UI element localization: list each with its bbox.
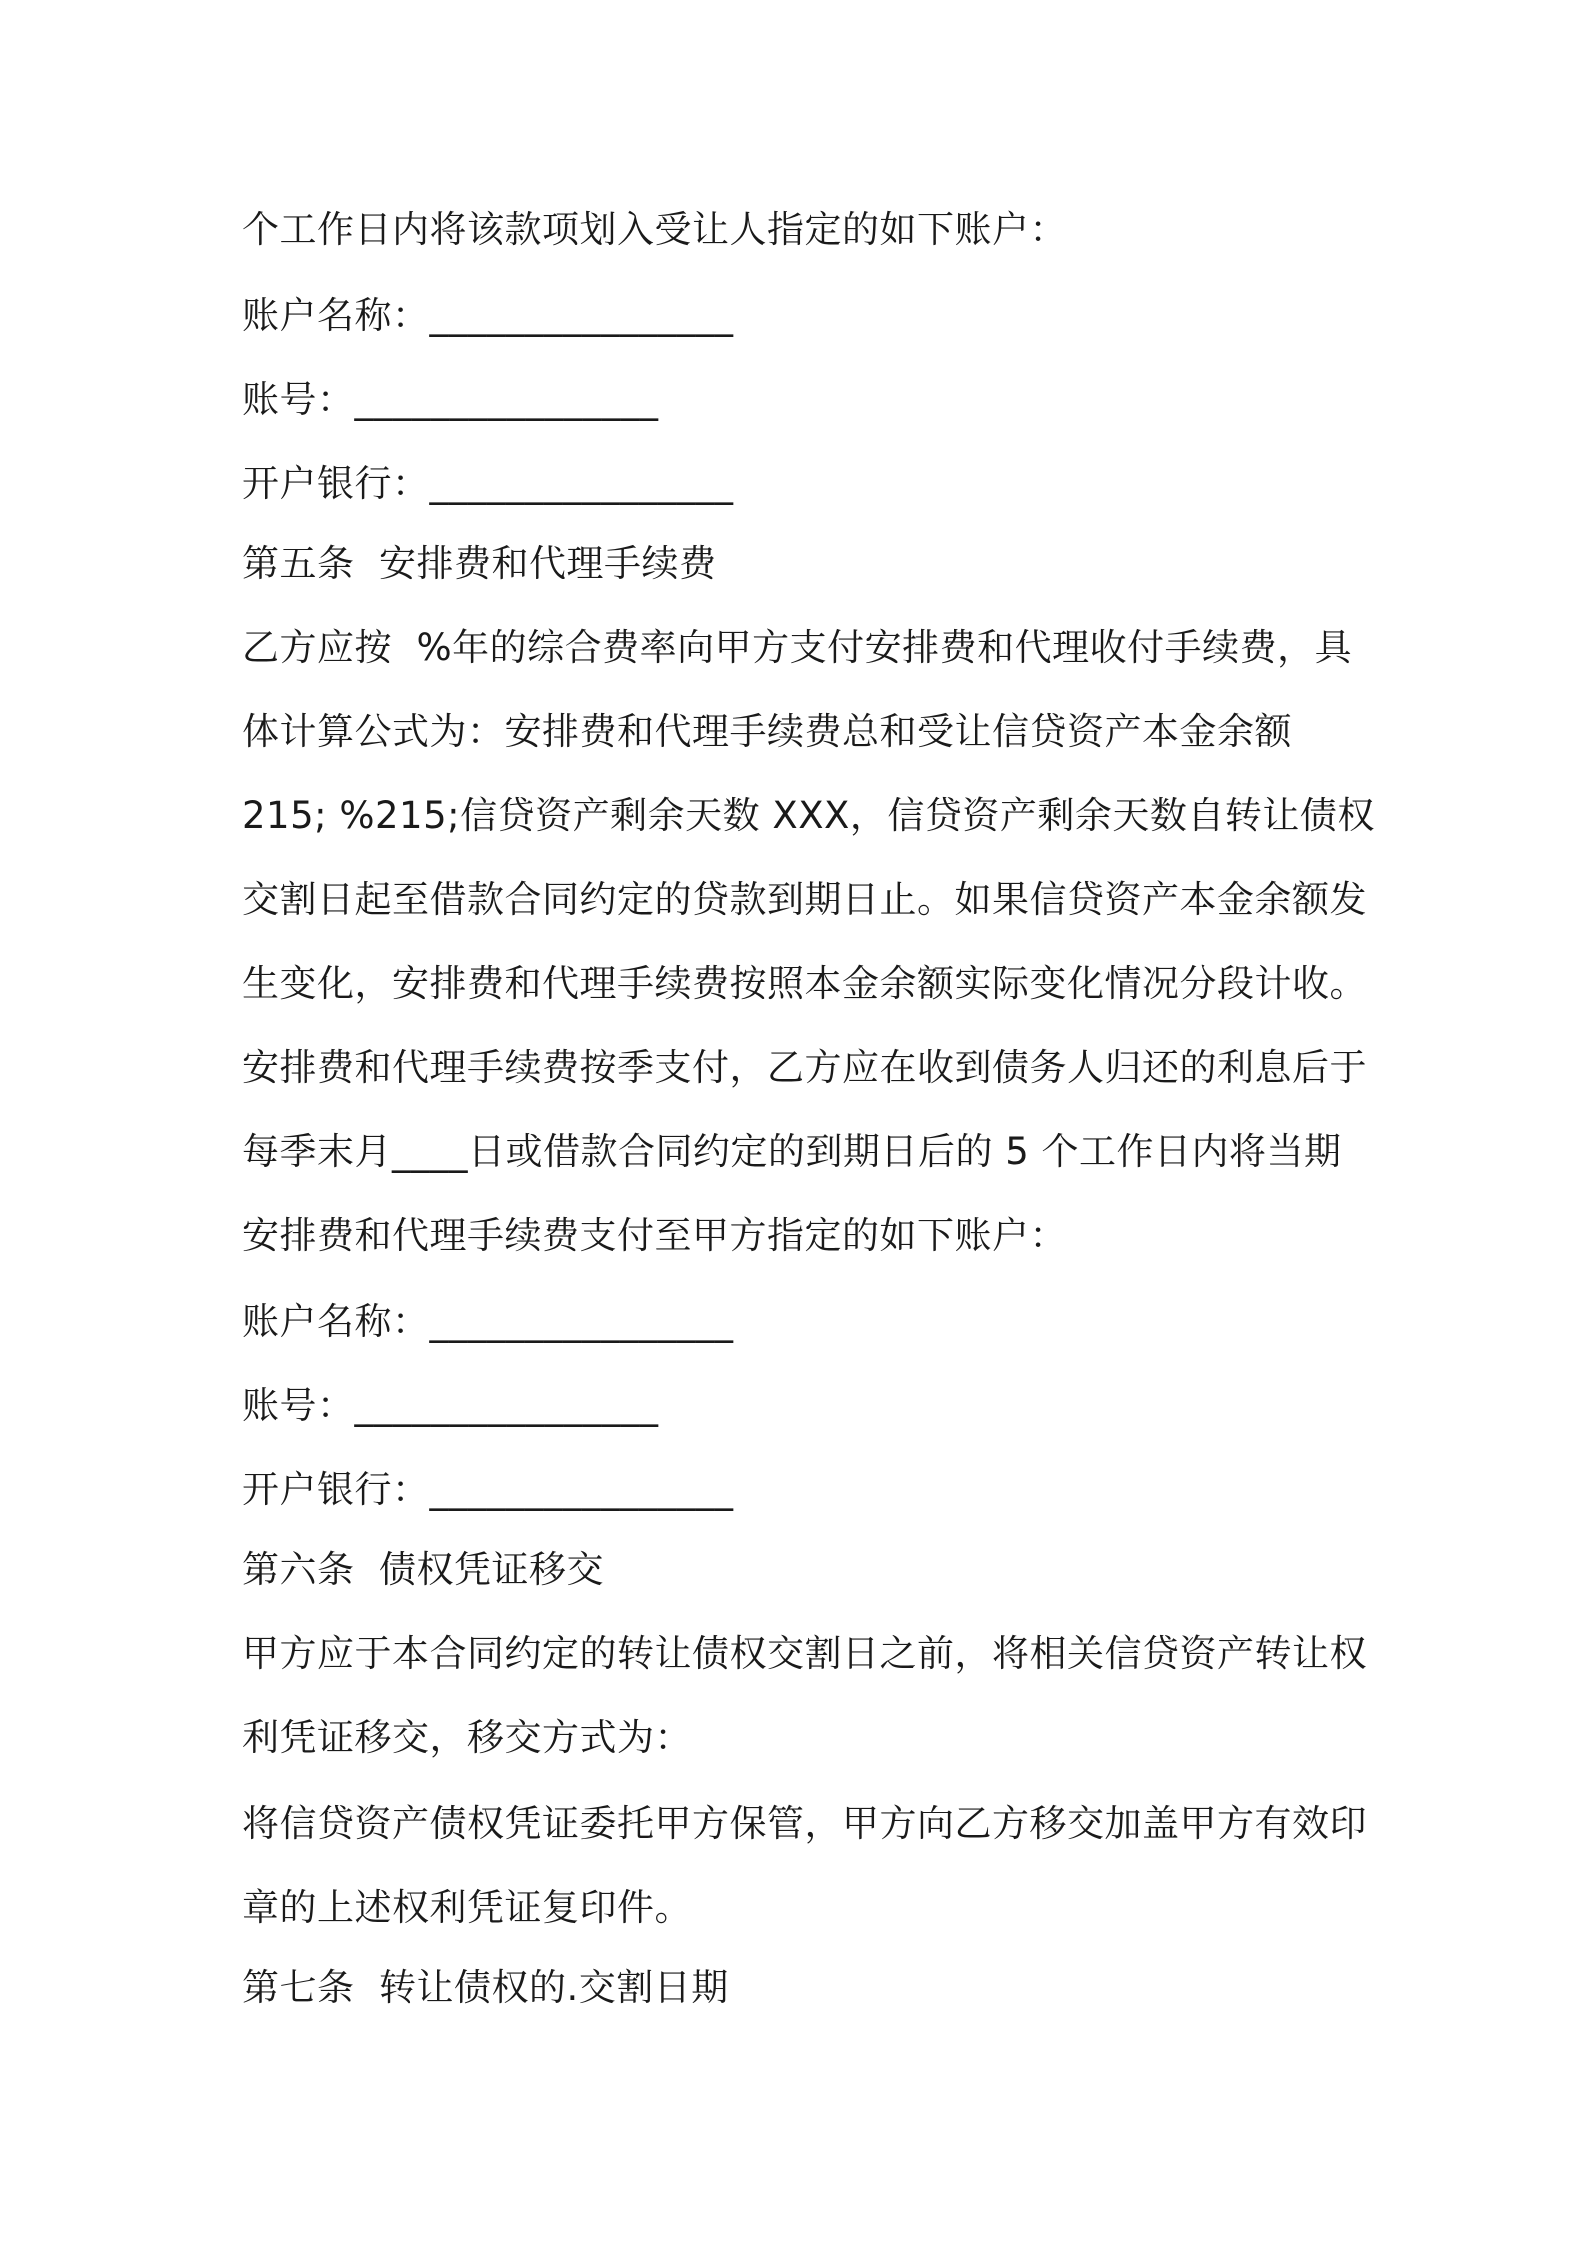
paragraph-line: 利凭证移交，移交方式为： (242, 1716, 692, 1759)
paragraph-line: 章的上述权利凭证复印件。 (242, 1886, 692, 1929)
paragraph-line: 个工作日内将该款项划入受让人指定的如下账户： (242, 208, 1067, 251)
account-number-field: 账号：________________ (242, 1384, 659, 1427)
bank-name-field: 开户银行：________________ (242, 462, 734, 505)
paragraph-line: 乙方应按 %年的综合费率向甲方支付安排费和代理收付手续费，具 (242, 626, 1353, 669)
section-heading-5: 第五条 安排费和代理手续费 (242, 542, 717, 585)
paragraph-line: 甲方应于本合同约定的转让债权交割日之前，将相关信贷资产转让权 (242, 1632, 1367, 1675)
bank-name-field: 开户银行：________________ (242, 1468, 734, 1511)
section-heading-6: 第六条 债权凭证移交 (242, 1548, 605, 1591)
section-heading-7: 第七条 转让债权的.交割日期 (242, 1966, 729, 2009)
paragraph-line: 将信贷资产债权凭证委托甲方保管，甲方向乙方移交加盖甲方有效印 (242, 1802, 1367, 1845)
paragraph-line: 安排费和代理手续费支付至甲方指定的如下账户： (242, 1214, 1067, 1257)
paragraph-line: 每季末月____日或借款合同约定的到期日后的 5 个工作日内将当期 (242, 1130, 1342, 1173)
paragraph-line: 215; %215;信贷资产剩余天数 XXX，信贷资产剩余天数自转让债权 (242, 794, 1375, 837)
account-name-field: 账户名称：________________ (242, 294, 734, 337)
account-number-field: 账号：________________ (242, 378, 659, 421)
paragraph-line: 生变化，安排费和代理手续费按照本金余额实际变化情况分段计收。 (242, 962, 1367, 1005)
account-name-field: 账户名称：________________ (242, 1300, 734, 1343)
paragraph-line: 体计算公式为：安排费和代理手续费总和受让信贷资产本金余额 (242, 710, 1292, 753)
paragraph-line: 交割日起至借款合同约定的贷款到期日止。如果信贷资产本金余额发 (242, 878, 1367, 921)
paragraph-line: 安排费和代理手续费按季支付，乙方应在收到债务人归还的利息后于 (242, 1046, 1367, 1089)
